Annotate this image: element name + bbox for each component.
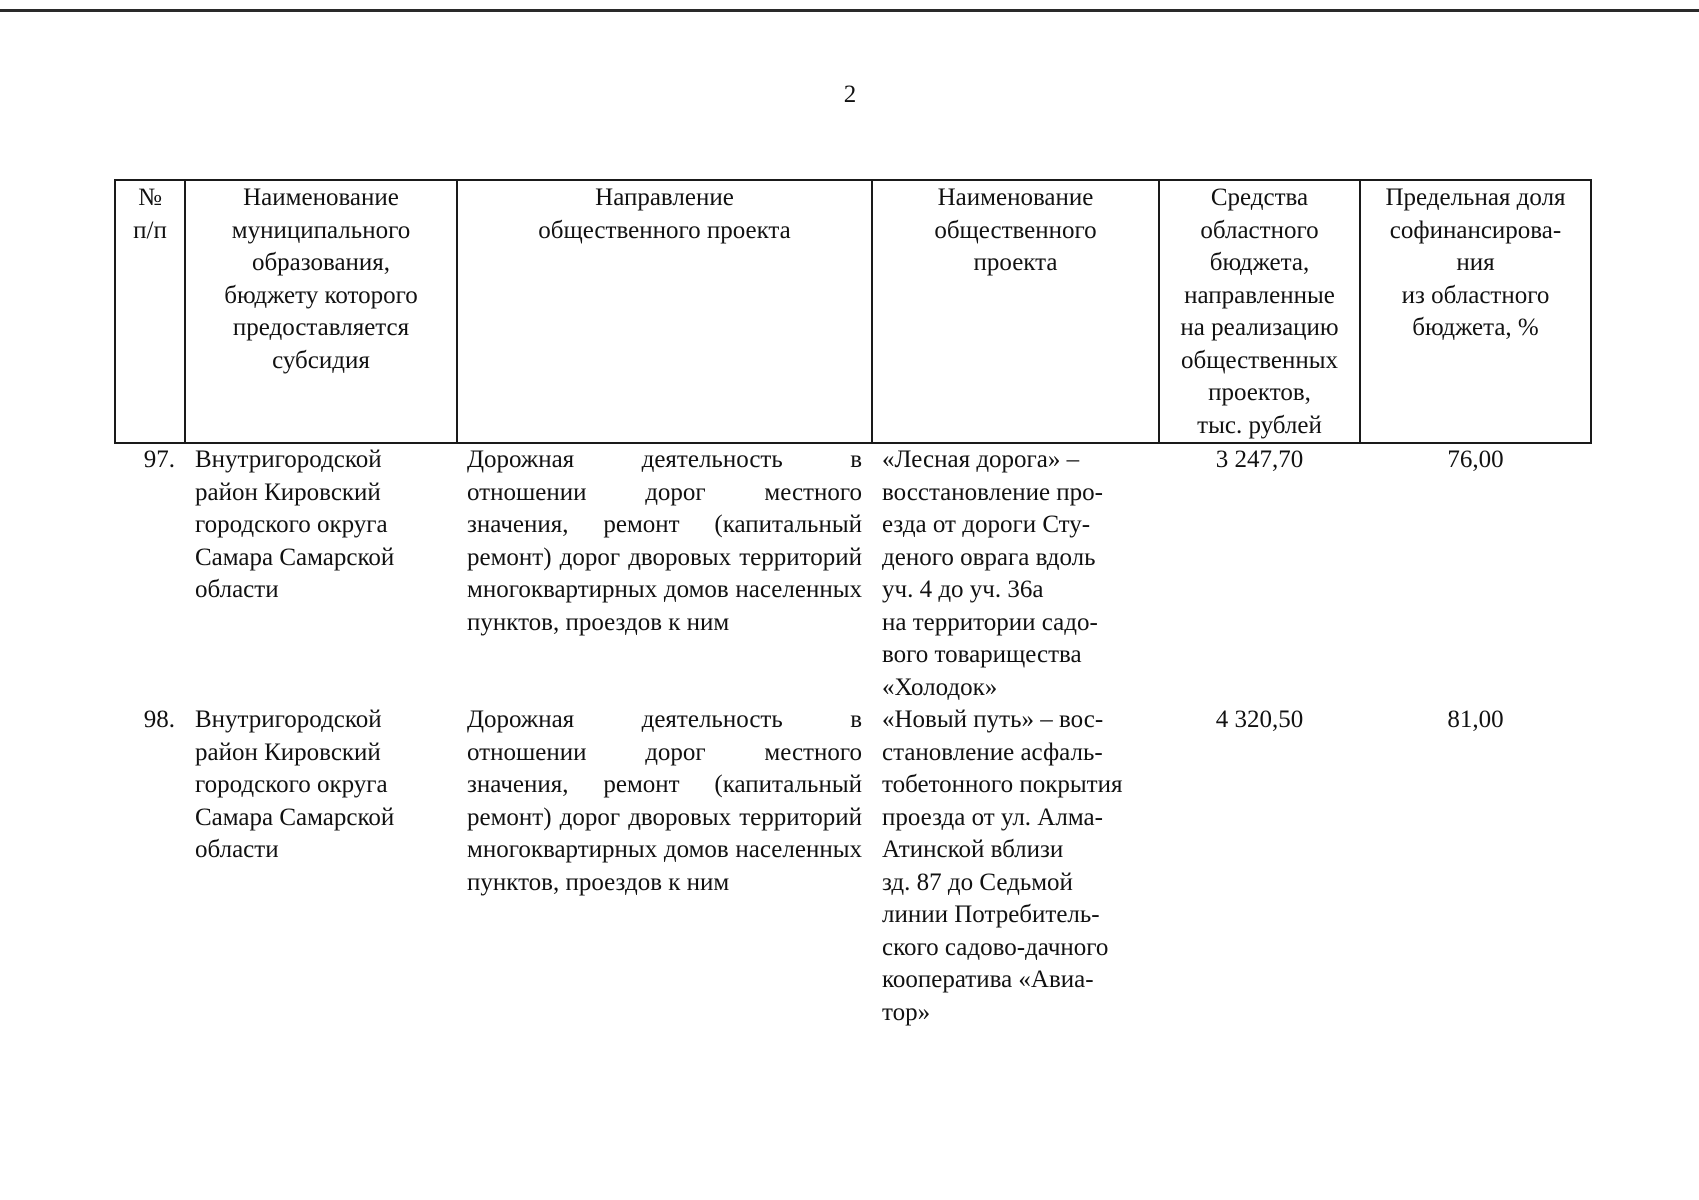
row-municipality: Внутригородской район Кировский городского округа Самара Самарской области (195, 706, 395, 863)
header-regional-funds: Средства областного бюджета, направленные на реализацию общественных проектов, тыс. рублей (1159, 180, 1360, 443)
table-row (115, 443, 1591, 704)
row-project-name: «Лесная дорога» – восстановление про- езда от дороги Сту- деного оврага вдоль уч. 4 до уч. 36а на территории садо- вого товарищества «Холодок» (882, 446, 1104, 701)
header-project-name: Наименование общественного проекта (872, 180, 1159, 443)
table-header (115, 180, 1591, 443)
row-project-name: «Новый путь» – вос- становление асфаль- тобетонного покрытия проезда от ул. Алма- Атинской вблизи зд. 87 до Седьмой линии Потребитель- ского садово-дачного кооператива «Авиа- тор» (882, 706, 1123, 1026)
row-regional-funds: 3 247,70 (1215, 446, 1304, 473)
row-number: 98. (143, 706, 175, 733)
table-body (115, 443, 1591, 1029)
row-number: 97. (143, 446, 175, 473)
row-cofinancing-share: 81,00 (1447, 706, 1504, 733)
header-municipality: Наименование муниципального образования, бюджету которого предоставляется субсидия (185, 180, 457, 443)
row-regional-funds: 4 320,50 (1215, 706, 1304, 733)
header-cofinancing-share: Предельная доля софинансирова- ния из областного бюджета, % (1360, 180, 1591, 443)
row-cofinancing-share: 76,00 (1447, 446, 1504, 473)
header-number: № п/п (115, 180, 185, 443)
row-municipality: Внутригородской район Кировский городского округа Самара Самарской области (195, 446, 395, 603)
header-row (115, 180, 1591, 443)
page-number: 2 (843, 81, 857, 108)
table-row (115, 704, 1591, 1029)
subsidy-table (114, 179, 1592, 1029)
top-border-line (0, 9, 1699, 12)
row-direction: Дорожная деятельность в отношении дорог местного значения, ремонт (капитальный ремонт) дорог дворовых территорий многоквартирных домов населенных пунктов, проездов к ним (467, 446, 862, 636)
row-direction: Дорожная деятельность в отношении дорог местного значения, ремонт (капитальный ремонт) дорог дворовых территорий многоквартирных домов населенных пунктов, проездов к ним (467, 706, 862, 896)
header-direction: Направление общественного проекта (457, 180, 872, 443)
